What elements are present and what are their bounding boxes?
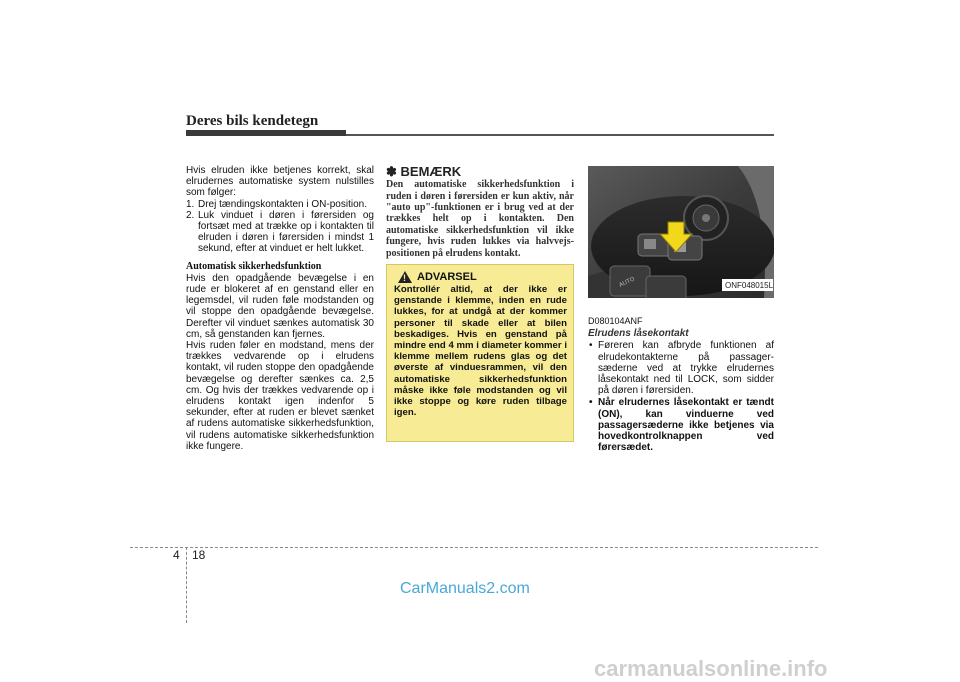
body-paragraph: Hvis den opadgående bevægelse i en rude er blokeret af en genstand eller en legemsdel, vil ruden føle modstanden og vil stoppe den opadgående bevægelse. Derefter vil vinduet sænkes automatisk 30 cm, så genstanden kan fjernes. xyxy=(186,272,374,340)
subheading: Elrudens låsekontakt xyxy=(588,328,689,340)
photo-label: ONF048015L xyxy=(725,281,774,290)
left-column xyxy=(186,165,374,452)
body-paragraph: Hvis ruden føler en modstand, mens der trækkes vedvarende op i elrudens kontakt, vil ruden stoppe den opadgående bevægelse og derefter sænkes ca. 2,5 cm. Og hvis der trækkes vedvarende op i elrudens kontakt igen indenfor 5 sekunder, efter at ruden er blevet sænket af rudens automatiske sikkerhedsfunktion, vil rudens automatiske sikkerhedsfunktion ikke fungere. xyxy=(186,340,374,452)
window-switch-photo xyxy=(588,166,774,298)
reset-steps-list xyxy=(186,199,374,255)
window-switch-illustration xyxy=(588,166,774,298)
section-code: D080104ANF xyxy=(588,316,643,326)
list-item: • Føreren kan afbryde funktionen af elrudekontakterne på passager-sæderne ved at trykke elrudernes låsekontakt ned til LOCK, som sidder på døren i førersiden. xyxy=(589,340,774,397)
note-body: Den automatiske sikkerhedsfunktion i ruden i døren i førersiden er kun aktiv, når "auto up"-funktionen er i brug ved at der trækkes helt op i kontakten. Den automatiske sikkerhedsfunktion vil ikke fungere, hvis ruden lukkes via halvvejs-positionen på elrudens kontakt. xyxy=(386,179,574,259)
section-title: Automatisk sikkerhedsfunktion xyxy=(186,260,322,272)
right-column xyxy=(588,298,774,454)
section-header-title: Deres bils kendetegn xyxy=(186,113,319,129)
chapter-number: 4 xyxy=(173,548,180,562)
warning-title: ADVARSEL xyxy=(417,271,477,283)
middle-column xyxy=(386,165,574,259)
page-number: 18 xyxy=(192,548,206,562)
photo-auto-label: AUTO xyxy=(618,276,636,289)
watermark-link[interactable]: CarManuals2.com xyxy=(400,580,530,597)
warning-header xyxy=(398,271,567,283)
footer-divider xyxy=(186,547,187,623)
warning-triangle-icon: ! xyxy=(398,271,412,283)
warning-box xyxy=(386,264,574,442)
warning-body: Kontrollér altid, at der ikke er genstande i klemme, inden en rude lukkes, for at undgå at der kommer personer til skade eller at bilen beskadiges. Hvis en genstand på mindre end 4 mm i diameter kommer i klemme mellem rudens glas og det øverste af vinduesrammen, vil den automatiske sikkerhedsfunktion måske ikke føle modstanden og vil ikke stoppe og køre ruden tilbage igen. xyxy=(394,284,567,419)
step-item: 2. Luk vinduet i døren i førersiden og fortsæt med at trække op i kontakten til elruden i døren i førersiden i mindst 1 sekund, efter at vinduet er helt lukket. xyxy=(186,209,374,255)
lock-switch-list xyxy=(588,340,774,453)
intro-paragraph: Hvis elruden ikke betjenes korrekt, skal elrudernes automatiske system nulstilles som følger: xyxy=(186,165,374,199)
note-title: ✽ BEMÆRK xyxy=(386,164,462,179)
footer-rule xyxy=(130,547,818,548)
list-item: • Når elrudernes låsekontakt er tændt (ON), kan vinduerne ved passagersæderne ikke betjenes via hovedkontrolknappen ved førersædet. xyxy=(589,397,774,454)
step-item: 1. Drej tændingskontakten i ON-position. xyxy=(186,198,367,210)
header-rule-accent xyxy=(186,130,346,136)
watermark-text: carmanualsonline.info xyxy=(594,656,828,681)
